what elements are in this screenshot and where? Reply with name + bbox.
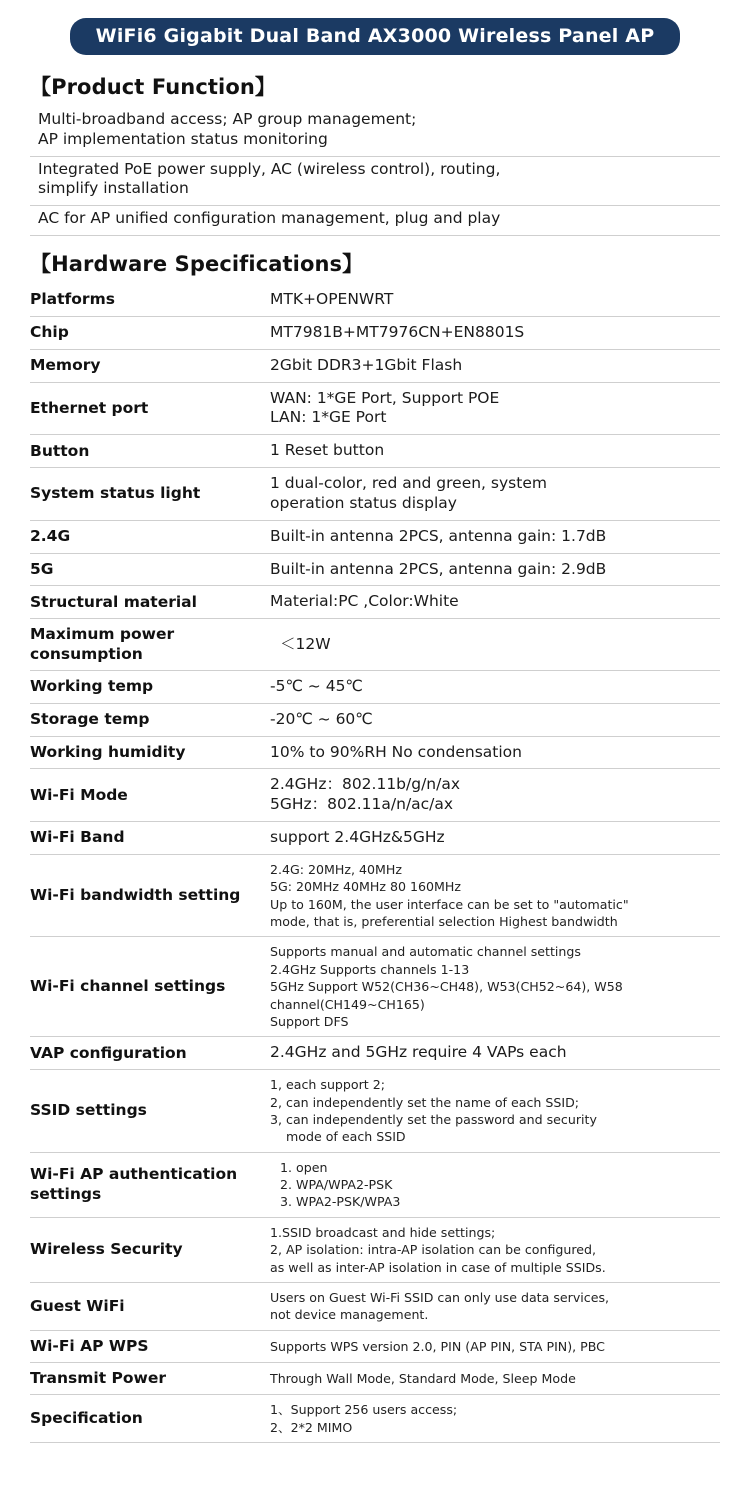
spec-label: Wi-Fi Band [30, 828, 125, 847]
spec-value [270, 586, 720, 619]
spec-value-line: Users on Guest Wi-Fi SSID can only use data services, [270, 1289, 610, 1305]
spec-value [270, 703, 720, 736]
spec-value [270, 1152, 720, 1217]
spec-value [270, 937, 720, 1037]
spec-label: Working temp [30, 677, 154, 696]
spec-value-line: 3, can independently set the password and security [270, 1111, 597, 1127]
spec-value-line: 5GHz Support W52(CH36~CH48), W53(CH52~64), W58 [270, 979, 623, 995]
spec-row [30, 937, 720, 1037]
spec-label: Structural material [30, 592, 197, 611]
spec-value-line: operation status display [270, 493, 457, 512]
spec-row [30, 468, 720, 521]
spec-value-line: 1 Reset button [270, 441, 385, 460]
spec-label: Wi-Fi AP authentication settings [30, 1165, 238, 1203]
spec-row [30, 1363, 720, 1395]
spec-value [270, 822, 720, 855]
spec-row [30, 619, 720, 671]
spec-value-line: MTK+OPENWRT [270, 290, 394, 309]
spec-value-line: Through Wall Mode, Standard Mode, Sleep Mode [270, 1371, 576, 1387]
spec-value-line: -5℃ ~ 45℃ [270, 677, 363, 695]
spec-value-line: 1.SSID broadcast and hide settings; [270, 1224, 496, 1240]
spec-value-line: mode, that is, preferential selection Highest bandwidth [270, 914, 618, 930]
product-function-line: Integrated PoE power supply, AC (wireless control), routing, [38, 159, 501, 178]
spec-value-line: Material:PC ,Color:White [270, 592, 459, 611]
hardware-specifications-table [30, 284, 720, 1443]
spec-row [30, 586, 720, 619]
spec-row [30, 520, 720, 553]
spec-value [270, 382, 720, 435]
spec-value-line: 1, each support 2; [270, 1077, 386, 1093]
spec-label: Wi-Fi channel settings [30, 977, 226, 996]
spec-value [270, 316, 720, 349]
spec-value-line: 2Gbit DDR3+1Gbit Flash [270, 355, 463, 374]
spec-label: Ethernet port [30, 398, 149, 417]
spec-row [30, 1070, 720, 1153]
spec-row [30, 553, 720, 586]
product-function-line: Multi-broadband access; AP group management; [38, 110, 417, 128]
spec-label: VAP configuration [30, 1043, 187, 1062]
spec-value [270, 435, 720, 468]
spec-row [30, 1330, 720, 1362]
product-function-row [30, 206, 720, 236]
hardware-specifications-heading: 【Hardware Specifications】 [30, 252, 364, 277]
spec-value-line: 1、Support 256 users access; [270, 1402, 458, 1418]
spec-label: Wi-Fi Mode [30, 785, 128, 804]
spec-value-line: support 2.4GHz&5GHz [270, 828, 445, 847]
product-function-row [30, 107, 720, 157]
spec-label: SSID settings [30, 1101, 147, 1120]
spec-value [270, 1070, 720, 1153]
product-function-line: AP implementation status monitoring [38, 129, 328, 148]
spec-row [30, 703, 720, 736]
spec-value-line: WAN: 1*GE Port, Support POE [270, 388, 500, 407]
product-function-heading: 【Product Function】 [30, 75, 277, 99]
spec-row [30, 349, 720, 382]
spec-label: Transmit Power [30, 1369, 166, 1388]
spec-value [270, 284, 720, 316]
spec-row [30, 1282, 720, 1330]
spec-value-line: 5GHz：802.11a/n/ac/ax [270, 795, 454, 814]
spec-row [30, 316, 720, 349]
spec-row [30, 1395, 720, 1443]
spec-value [270, 553, 720, 586]
spec-label: Memory [30, 356, 101, 375]
spec-value-line: 2. WPA/WPA2-PSK [280, 1177, 393, 1193]
spec-value-line: Built-in antenna 2PCS, antenna gain: 1.7dB [270, 526, 607, 545]
spec-row [30, 284, 720, 316]
spec-label: Guest WiFi [30, 1296, 125, 1315]
spec-value-line: 1 dual-color, red and green, system [270, 474, 547, 493]
product-function-row [30, 157, 720, 207]
spec-value-line: ＜12W [280, 634, 331, 653]
spec-value-line: 2, can independently set the name of each SSID; [270, 1094, 580, 1110]
spec-value [270, 1330, 720, 1362]
spec-value [270, 1282, 720, 1330]
spec-row [30, 822, 720, 855]
spec-label: 5G [30, 559, 54, 578]
spec-label: 2.4G [30, 526, 71, 545]
spec-label: Storage temp [30, 710, 150, 729]
spec-value [270, 1217, 720, 1282]
spec-value-line: Supports manual and automatic channel settings [270, 944, 581, 960]
spec-row [30, 854, 720, 937]
spec-label: Working humidity [30, 742, 186, 761]
spec-label: Specification [30, 1409, 143, 1428]
spec-value-line: Up to 160M, the user interface can be set to "automatic" [270, 896, 629, 912]
spec-value-line: 2.4G: 20MHz, 40MHz [270, 861, 402, 877]
spec-value-line: 1. open [280, 1159, 328, 1175]
spec-value-line: Supports WPS version 2.0, PIN (AP PIN, STA PIN), PBC [270, 1338, 605, 1354]
spec-value [270, 671, 720, 704]
product-title-banner: WiFi6 Gigabit Dual Band AX3000 Wireless Panel AP [70, 18, 681, 55]
spec-row [30, 1152, 720, 1217]
spec-row [30, 671, 720, 704]
spec-value-line: Built-in antenna 2PCS, antenna gain: 2.9dB [270, 559, 607, 578]
spec-value-line: as well as inter-AP isolation in case of multiple SSIDs. [270, 1259, 606, 1275]
spec-row [30, 1217, 720, 1282]
spec-value-line: -20℃ ~ 60℃ [270, 709, 373, 728]
spec-value-line: not device management. [270, 1307, 429, 1323]
spec-value-line: mode of each SSID [286, 1129, 406, 1145]
spec-row [30, 435, 720, 468]
spec-value-line: 10% to 90%RH No condensation [270, 742, 522, 761]
spec-value-line: 2.4GHz and 5GHz require 4 VAPs each [270, 1043, 567, 1062]
header-banner-wrap [30, 18, 720, 55]
spec-label: Wi-Fi bandwidth setting [30, 886, 241, 905]
spec-value-line: 2.4GHz：802.11b/g/n/ax [270, 775, 461, 794]
spec-label: Chip [30, 323, 69, 342]
spec-value-line: Support DFS [270, 1013, 349, 1029]
spec-row [30, 1037, 720, 1070]
spec-label: Maximum power consumption [30, 625, 175, 663]
spec-value [270, 736, 720, 769]
spec-table-body [30, 284, 720, 1443]
spec-value [270, 468, 720, 521]
spec-value [270, 1395, 720, 1443]
spec-value [270, 1363, 720, 1395]
spec-value-line: 5G: 20MHz 40MHz 80 160MHz [270, 879, 461, 895]
spec-value-line: 2.4GHz Supports channels 1-13 [270, 961, 470, 977]
spec-label: Button [30, 441, 90, 460]
spec-value-line: 2, AP isolation: intra-AP isolation can be configured, [270, 1242, 597, 1258]
spec-label: Wireless Security [30, 1240, 183, 1259]
spec-label: Wi-Fi AP WPS [30, 1336, 149, 1355]
spec-label: Platforms [30, 290, 115, 309]
product-function-list [30, 107, 720, 236]
spec-value-line: channel(CH149~CH165) [270, 996, 425, 1012]
spec-value [270, 769, 720, 822]
spec-value [270, 619, 720, 671]
spec-row [30, 382, 720, 435]
spec-value [270, 1037, 720, 1070]
product-function-line: simplify installation [38, 179, 189, 198]
spec-value-line: MT7981B+MT7976CN+EN8801S [270, 322, 525, 341]
spec-value-line: LAN: 1*GE Port [270, 408, 387, 427]
spec-value [270, 349, 720, 382]
spec-row [30, 736, 720, 769]
spec-value [270, 854, 720, 937]
product-function-line: AC for AP unified configuration management, plug and play [38, 209, 501, 228]
spec-value-line: 3. WPA2-PSK/WPA3 [280, 1194, 401, 1210]
spec-value [270, 520, 720, 553]
spec-label: System status light [30, 484, 201, 503]
spec-row [30, 769, 720, 822]
spec-value-line: 2、2*2 MIMO [270, 1419, 353, 1435]
